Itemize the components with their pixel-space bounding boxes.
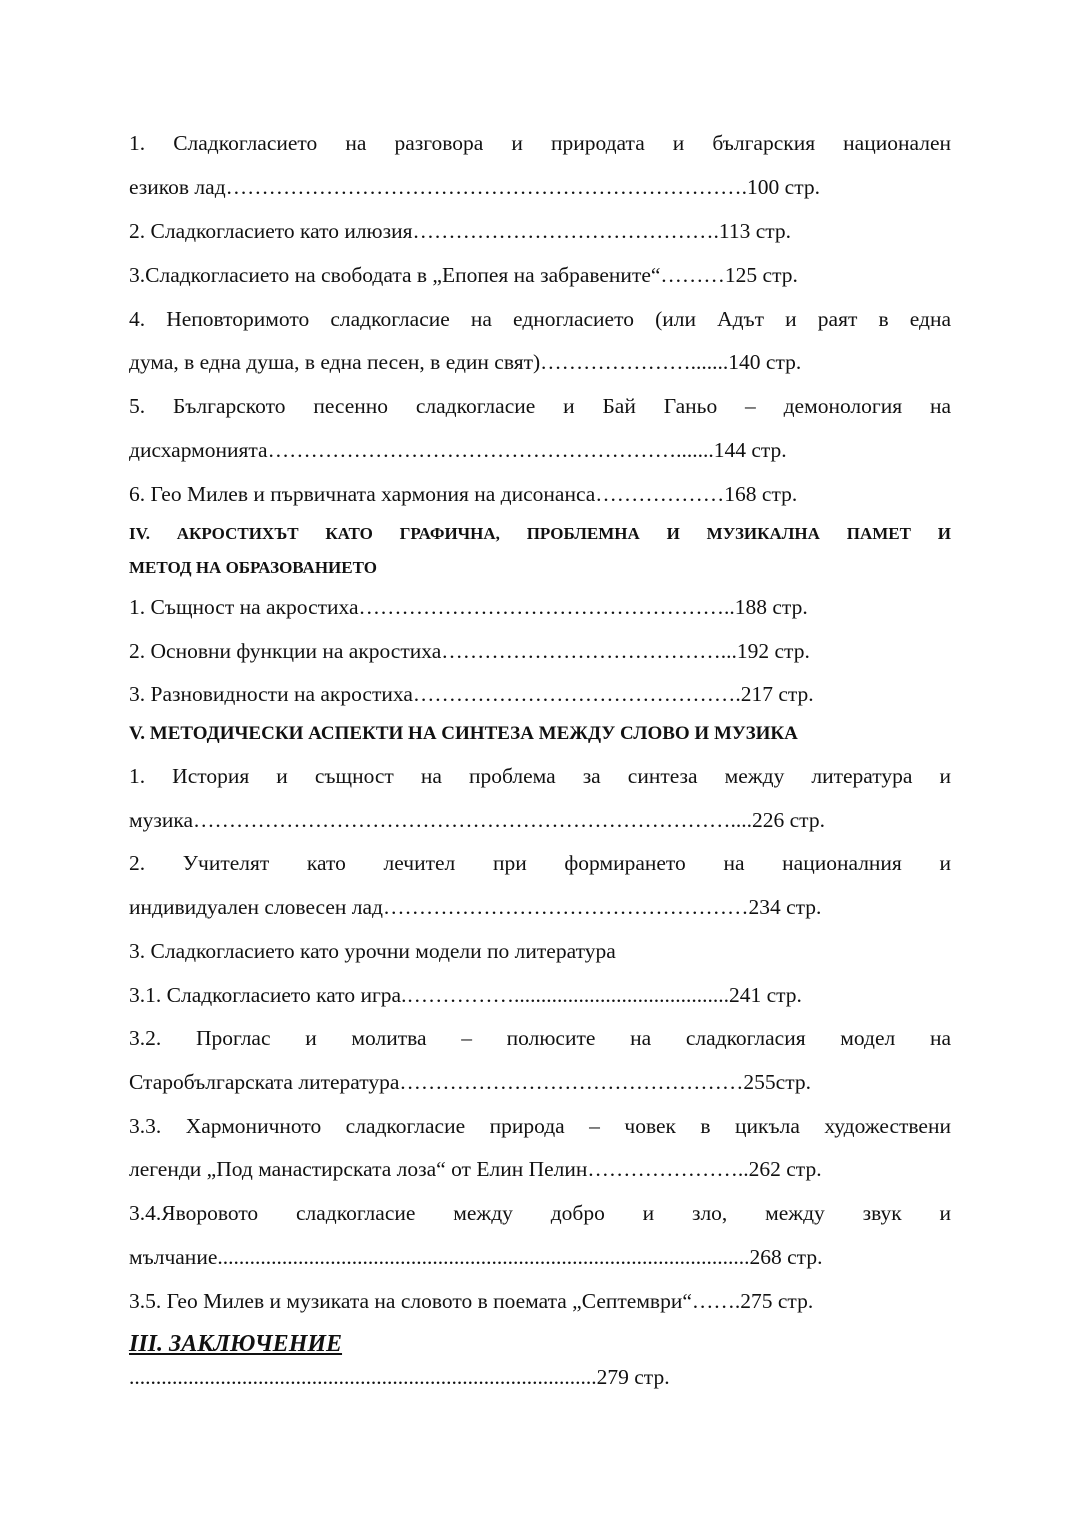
section-heading: V. МЕТОДИЧЕСКИ АСПЕКТИ НА СИНТЕЗА МЕЖДУ СЛОВО И МУЗИКА [129,723,798,744]
toc-line: дисхармонията………………………………………………….......144 стр. [129,438,787,462]
section-heading: МЕТОД НА ОБРАЗОВАНИЕТО [129,558,377,577]
toc-line: дума, в една душа, в една песен, в един свят)………………….......140 стр. [129,350,802,374]
toc-line: 1. Сладкогласието на разговора и природата и българския национален [129,131,951,155]
toc-line: 3.1. Сладкогласието като игра.……………........................................241 стр. [129,983,802,1007]
toc-line: езиков лад……………………………………………………………….100 стр. [129,175,820,199]
conclusion-heading: III. ЗАКЛЮЧЕНИЕ [129,1331,343,1357]
toc-line: 2. Учителят като лечител при формирането на националния и [129,851,951,875]
toc-line: 4. Неповторимото сладкогласие на едногласието (или Адът и раят в една [129,307,951,331]
toc-line: 3.Сладкогласието на свободата в „Епопея на забравените“………125 стр. [129,263,798,287]
toc-line: Старобългарската литература…………………………………………255стр. [129,1070,811,1094]
toc-line: 6. Гео Милев и първичната хармония на дисонанса………………168 стр. [129,482,798,506]
toc-line: индивидуален словесен лад……………………………………………234 стр. [129,895,822,919]
section-heading: IV. АКРОСТИХЪТ КАТО ГРАФИЧНА, ПРОБЛЕМНА И МУЗИКАЛНА ПАМЕТ И [129,524,951,543]
toc-line: 1. История и същност на проблема за синтеза между литература и [129,764,951,788]
toc-line: 3. Сладкогласието като урочни модели по литература [129,939,616,963]
toc-line: 5. Българското песенно сладкогласие и Бай Ганьо – демонология на [129,394,951,418]
toc-line: легенди „Под манастирската лоза“ от Елин Пелин…………………..262 стр. [129,1157,822,1181]
toc-line: 3.3. Хармоничното сладкогласие природа – човек в цикъла художествени [129,1114,951,1138]
toc-line: .......................................................................................279 стр. [129,1365,670,1389]
toc-line: мълчание...................................................................................................268 стр. [129,1245,823,1269]
toc-line: 2. Сладкогласието като илюзия…………………………………….113 стр. [129,219,792,243]
toc-line: 3.5. Гео Милев и музиката на словото в поемата „Септември“…….275 стр. [129,1289,814,1313]
toc-line: 3.4.Яворовото сладкогласие между добро и зло, между звук и [129,1201,951,1225]
toc-line: 2. Основни функции на акростиха…………………………………...192 стр. [129,639,810,663]
toc-line: музика…………………………………………………………………....226 стр. [129,808,825,832]
toc-line: 3.2. Проглас и молитва – полюсите на сладкогласия модел на [129,1026,951,1050]
toc-line: 1. Същност на акростиха……………………………………………..188 стр. [129,595,808,619]
toc-line: 3. Разновидности на акростиха……………………………………….217 стр. [129,682,814,706]
